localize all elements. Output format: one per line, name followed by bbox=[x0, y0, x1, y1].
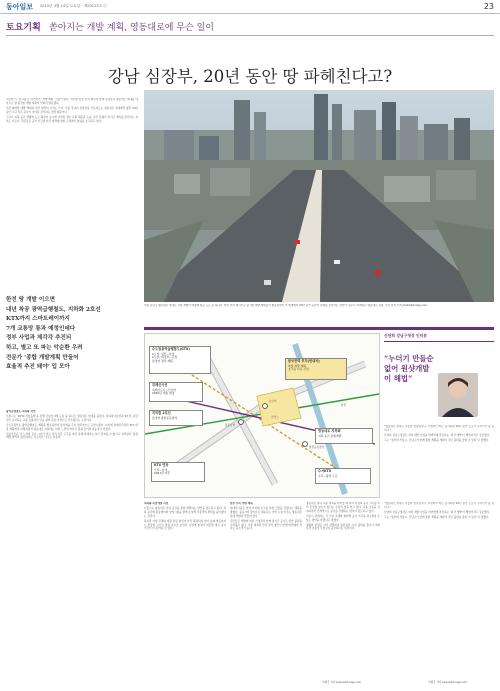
interview-quote: “누더기 만들순 없어 원샷개발이 해법” bbox=[384, 354, 434, 383]
pull-quote-line: 내년 착공 광역급행철도, 지하화 2호선 bbox=[6, 306, 101, 313]
headline: 강남 심장부, 20년 동안 땅 파헤친다고? bbox=[107, 67, 393, 86]
map-callout: 한국전력 부지(현대차) 복합 개발 계획 초고층 사옥 건립 bbox=[285, 358, 347, 380]
body-paragraph: 영동대로 일대 교통 대책을 마련할 때 여러 사업의 공사 시기를 미리 조정할 필요가 있다는 주장이 힘을 얻고 있다. 교통 흐름을 유지하면서 단계적으로 공사를 진행하는 방식이 검토되고 있다. bbox=[306, 502, 380, 513]
photo-caption: 서울 강남구 영동대로 일대는 각종 개발이 예정돼 있는 도로 중 하나다. 한전 부지 매각으로 굵직한 개발 계획들이 발표되면서 이 일대에서 20년 동안 공사가 진행될 것이라는 전망이 나온다. 아래쪽은 영동대로 전경. 사진 이석 기자 photo@donga.com bbox=[144, 304, 428, 307]
body-column-3 bbox=[230, 502, 302, 685]
interview-paragraph: “영동대로 일대는 서울의 얼굴입니다. 사업마다 따로 공사하면 20년 동안 도로가 누더기가 될 겁니다.” bbox=[384, 425, 494, 432]
pull-quote-line: KTX까지 스마트레이까지 bbox=[6, 316, 70, 323]
column-subhead: 광역급행철도·지하화 사업 bbox=[6, 410, 36, 413]
aerial-photo bbox=[144, 90, 494, 302]
page-number: 23 bbox=[483, 2, 494, 11]
series-title: 쏟아지는 개발 계획, 영동대로에 무슨 일이 bbox=[49, 23, 214, 33]
map-callout: 영동대로 지하화 지하 공간 통합개발 bbox=[315, 428, 373, 444]
map-label: 코엑스 bbox=[271, 416, 279, 419]
body-paragraph: 서울시는 영동대로 지하 공간을 통합 개발하는 방안을 검토하고 있다. 지하 공간에 환승센터와 상업시설을 함께 조성해 이용객의 편의를 높이겠다는 것이다. bbox=[144, 506, 226, 518]
map-callout: 수도권광역급행철도(GTX) A노선: 일산~삼성 C노선: 의정부~금정 삼성역 정차 계획 bbox=[149, 346, 211, 374]
map-label: 탄천 bbox=[341, 404, 347, 407]
interview-paragraph: 신연희 강남구청장은 여러 개발 사업을 한꺼번에 추진하는 ‘원샷 개발’이 해법이라고 강조했다. bbox=[384, 433, 490, 437]
pull-quote-line: 한전 땅 개발 이으면 bbox=[6, 297, 56, 303]
column-subhead: 지하화·복합개발 사업 bbox=[144, 502, 169, 505]
map-label: 삼성역 bbox=[269, 400, 277, 403]
issue-date: 2015년 3월 14일 토요일 · 제29123호 ⓒ bbox=[40, 4, 107, 8]
body-paragraph: 국토교통부는 광역급행철도 계획을 발표하면서 삼성역을 주요 정차역으로 포함시켰다. 여기에 위례신사선과 KTX 연장 계획까지 더해지면서 영동대로 지하에는 여러 노선의 역사가 겹쳐 들어설 가능성이 커졌다. bbox=[6, 423, 138, 431]
interview-paragraph: 그는 “정부와 서울시, 강남구가 함께 종합 계획을 세워야 주민 불편을 줄일 수 있다”고 말했다. bbox=[384, 438, 490, 442]
map-callout: 위례신사선 위례신도시~신사역 2020년 개통 예정 bbox=[149, 382, 203, 402]
series-label: 토요기획 bbox=[6, 23, 41, 33]
body-paragraph: 하지만 사업 주체와 재원 분담 방식이 아직 확정되지 않아 실제 착공까지는 상당한 시간이 걸릴 것으로 보인다. 사업별 일정이 엇갈릴 경우 공사 기간이 더 길어질 수 있다. bbox=[144, 519, 226, 531]
lead-column bbox=[6, 98, 138, 292]
cityscape-illustration bbox=[144, 90, 494, 302]
lead-paragraph: 서울의 이 ‘싱크홀’은 여기저기 ‘개발 계획’ 모습이 많다. 지난해 한전 부지 매각과 함께 삼성동과 영동대로 일대를 대상으로 한 굵직한 개발 계획이 잇따라 발표됐다. bbox=[6, 98, 138, 105]
column-subhead: 한전 부지 개발 계획 bbox=[230, 502, 253, 505]
lead-paragraph: 그러나 지하 공간 개발과 도로 확장이 동시에 이뤄질 경우 교통 체증과 소음, 분진 문제가 장기간 계속될 것이라는 지적도 나온다. 주민들은 공사 기간과 안전 대책에 대한 구체적인 설명을 요구하고 있다. bbox=[6, 115, 138, 123]
interview-text bbox=[384, 425, 494, 495]
body-column-4 bbox=[306, 502, 380, 677]
page-header bbox=[0, 0, 500, 14]
pull-quote-line: 정부 사업과 제각각 추진되 bbox=[6, 335, 72, 342]
interview-paragraph: 신연희 강남구청장은 여러 개발 사업을 한꺼번에 추진하는 ‘원샷 개발’이 해법이라고 강조했다. bbox=[384, 510, 490, 514]
pull-quote bbox=[6, 296, 138, 406]
interview-paragraph: “영동대로 일대는 서울의 얼굴입니다. 사업마다 따로 공사하면 20년 동안 도로가 누더기가 될 겁니다.” bbox=[384, 502, 494, 509]
map-callout: 수서KTX 수서~평택 구간 bbox=[315, 468, 371, 484]
body-paragraph: 서울시 관계자는 각 사업 주체와 협의해 공사 기간을 최소화할 수 있는 방안을 찾겠다고 말했다. bbox=[306, 514, 380, 522]
body-paragraph: 현대차그룹은 한전 부지에 초고층 복합 건물을 짓겠다는 계획을 밝혔다. 공공기여 방식으로 제공되는 기반 시설 투자도 영동대로 일대 개발과 맞물려 있다. bbox=[230, 506, 302, 518]
section-kicker bbox=[6, 19, 494, 36]
pull-quote-line: 7개 교통망 통과 예정인데다 bbox=[6, 325, 76, 332]
interview-continued bbox=[384, 502, 494, 677]
development-map bbox=[144, 333, 380, 498]
section-divider bbox=[144, 327, 494, 330]
pull-quote-line: 전문가 ‘종합 개발계획 만들어 bbox=[6, 354, 79, 361]
interview-tag: 신연희 강남구청장 인터뷰 bbox=[384, 333, 494, 342]
map-callout: 지하철 2호선 삼성역·종합운동장역 bbox=[149, 410, 203, 426]
body-paragraph: 정확한 일정은 아직 정해지지 않았지만 시민 불편을 줄이기 위한 사전 조율이 무엇보다 중요하다는 지적이다. bbox=[306, 523, 380, 531]
map-callout: KTX 연장 수서~삼성 2021년 이후 bbox=[151, 462, 205, 482]
body-paragraph: 주민들은 개발에 따른 기대감과 함께 장기간 공사로 인한 불편을 우려하고 있다. 교통 대책과 안전 관리 방안이 함께 마련돼야 한다는 목소리가 높다. bbox=[230, 519, 302, 531]
body-column-1 bbox=[6, 410, 138, 685]
interviewee-photo bbox=[438, 373, 478, 417]
body-paragraph: 전문가들은 각 노선의 공사 시기가 서로 달라 같은 구간을 여러 차례 파헤치는 일이 반복될 수 있다고 지적한다. 통합 개발 방식이 필요하다는 목소리가 나오는 이유다. bbox=[6, 432, 138, 440]
interview-paragraph: 그는 “정부와 서울시, 강남구가 함께 종합 계획을 세워야 주민 불편을 줄일 수 있다”고 말했다. bbox=[384, 515, 490, 519]
map-label: 종합운동장역 bbox=[309, 446, 325, 449]
newspaper-logo: 동아일보 bbox=[6, 3, 34, 11]
interview-byline: 이형주 기자 peace@donga.com bbox=[428, 681, 468, 684]
body-paragraph: 서울시는 ‘2030 서울플랜’을 통해 강남권 3개 도심 중 하나로 영동대로 일대를 꼽았다. 지하철 2호선과 9호선, 분당선이 교차하는 교통 요충지인 만큼 광역 교통 거점으로 키우겠다는 구상이다. bbox=[6, 414, 138, 422]
reporter-byline: 이형주 기자 peace@donga.com bbox=[322, 681, 362, 684]
body-column-2 bbox=[144, 502, 226, 685]
pull-quote-line: 효율적 추진 돼야’ 입 모아 bbox=[6, 364, 70, 371]
lead-paragraph: 이런 화려한 개발 계획과 달리 현장의 우려도 크다. 서울 강남의 심장부를 가로지르는 영동대로 일대에서 향후 20년 동안 크고 작은 공사가 이어질 것이라는 전망 때문이다. bbox=[6, 106, 138, 114]
map-label: 봉은사역 bbox=[225, 424, 236, 427]
interview-box bbox=[384, 333, 494, 498]
pull-quote-line: 하고, 별고 또 파는 악순환 우려 bbox=[6, 344, 83, 351]
